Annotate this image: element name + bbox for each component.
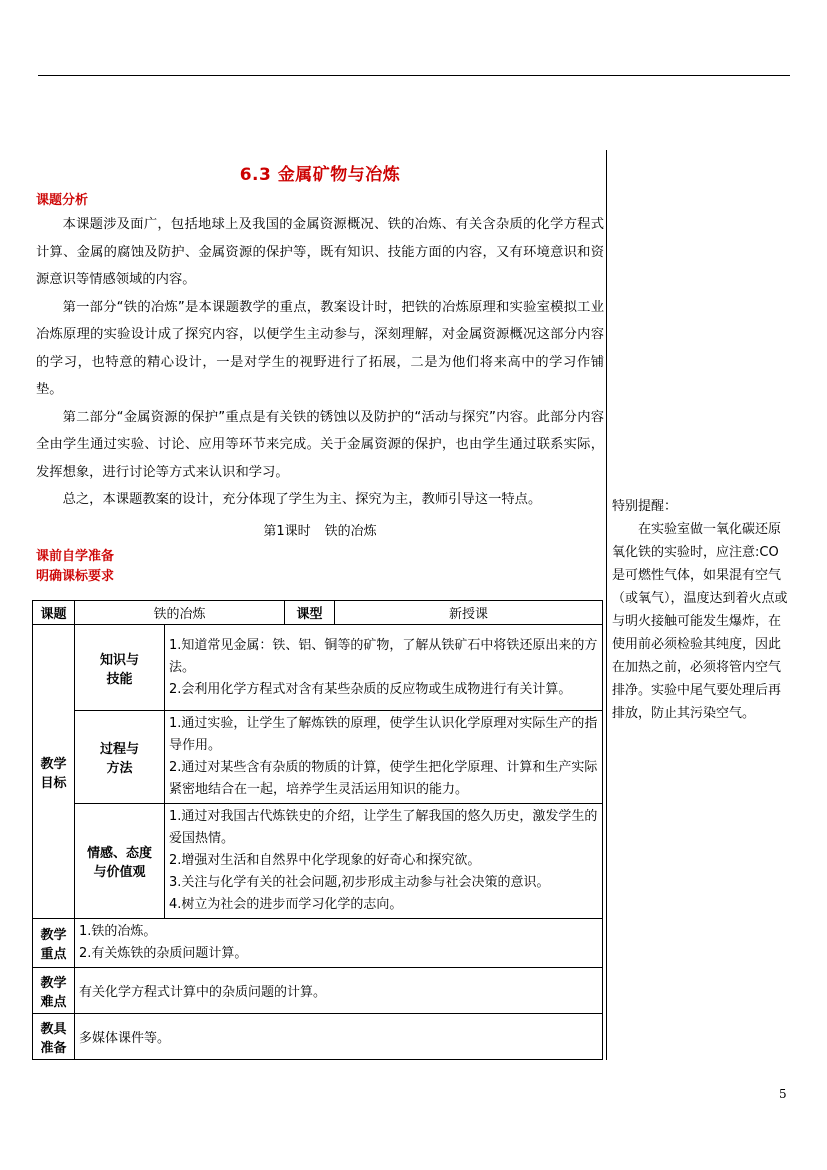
paragraph-2: 第一部分“铁的冶炼”是本课题教学的重点，教案设计时，把铁的冶炼原理和实验室模拟工业冶炼原理的实验设计成了探究内容，以便学生主动参与，深刻理解，对金属资源概况这部分内容的学习，也特意的精心设计，一是对学生的视野进行了拓展，二是为他们将来高中的学习作铺垫。 xyxy=(36,299,604,397)
difficulty-content: 有关化学方程式计算中的杂质问题的计算。 xyxy=(75,968,603,1014)
tools-label: 教具 准备 xyxy=(33,1014,75,1060)
sidebar-note xyxy=(612,495,790,725)
type-value: 新授课 xyxy=(335,601,603,625)
lesson-title xyxy=(36,517,604,547)
list-item: 4.树立为社会的进步而学习化学的志向。 xyxy=(169,897,403,912)
list-item: 1.知道常见金属：铁、铝、铜等的矿物，了解从铁矿石中将铁还原出来的方法。 xyxy=(169,637,598,675)
list-item: 2.有关炼铁的杂质问题计算。 xyxy=(79,946,248,961)
emotion-label: 情感、态度 与价值观 xyxy=(75,804,165,919)
list-item: 2.通过对某些含有杂质的物质的计算，使学生把化学原理、计算和生产实际紧密地结合在一起，培养学生灵活运用知识的能力。 xyxy=(169,760,598,797)
page-number: 5 xyxy=(779,1087,787,1101)
list-item: 3.关注与化学有关的社会问题,初步形成主动参与社会决策的意识。 xyxy=(169,875,550,890)
lesson-plan-table xyxy=(32,600,603,1060)
type-label: 课型 xyxy=(285,601,335,625)
lesson-name: 铁的冶炼 xyxy=(324,523,377,539)
key-content xyxy=(75,919,603,968)
emotion-content xyxy=(165,804,603,919)
list-item: 2.会利用化学方程式对含有某些杂质的反应物或生成物进行有关计算。 xyxy=(169,681,572,697)
header-rule xyxy=(38,75,790,76)
topic-label: 课题 xyxy=(33,601,75,625)
sidebar-body: 在实验室做一氧化碳还原氧化铁的实验时，应注意:CO是可燃性气体，如果混有空气（或氧气），温度达到着火点或与明火接触可能发生爆炸，在使用前必须检验其纯度，因此在加热之前，必须将管内空气排净。实验中尾气要处理后再排放，防止其污染空气。 xyxy=(612,522,788,721)
process-content xyxy=(165,711,603,804)
paragraph-4: 总之，本课题教案的设计，充分体现了学生为主、探究为主，教师引导这一特点。 xyxy=(62,492,542,507)
goals-label: 教学 目标 xyxy=(33,625,75,919)
knowledge-label: 知识与 技能 xyxy=(75,625,165,711)
list-item: 1.通过对我国古代炼铁史的介绍，让学生了解我国的悠久历史，激发学生的爱国热情。 xyxy=(169,809,598,846)
page-title: 6.3 金属矿物与冶炼 xyxy=(239,165,401,185)
sidebar-heading: 特别提醒： xyxy=(612,499,678,514)
process-label: 过程与 方法 xyxy=(75,711,165,804)
list-item: 1.通过实验，让学生了解炼铁的原理，使学生认识化学原理对实际生产的指导作用。 xyxy=(169,716,598,753)
knowledge-content xyxy=(165,625,603,711)
paragraph-3: 第二部分“金属资源的保护”重点是有关铁的锈蚀以及防护的“活动与探究”内容。此部分内容全由学生通过实验、讨论、应用等环节来完成。关于金属资源的保护，也由学生通过联系实际，发挥想象，进行讨论等方式来认识和学习。 xyxy=(36,409,604,480)
main-column xyxy=(36,160,604,587)
lesson-number: 第1课时 xyxy=(263,523,311,539)
tools-content: 多媒体课件等。 xyxy=(75,1014,603,1060)
section-heading-analysis: 课题分析 xyxy=(36,193,89,208)
section-heading-prep: 课前自学准备 xyxy=(36,548,115,564)
list-item: 1.铁的冶炼。 xyxy=(79,924,157,939)
difficulty-label: 教学 难点 xyxy=(33,968,75,1014)
list-item: 2.增强对生活和自然界中化学现象的好奇心和探究欲。 xyxy=(169,853,481,868)
topic-value: 铁的冶炼 xyxy=(75,601,285,625)
paragraph-1: 本课题涉及面广，包括地球上及我国的金属资源概况、铁的冶炼、有关含杂质的化学方程式计算、金属的腐蚀及防护、金属资源的保护等，既有知识、技能方面的内容，又有环境意识和资源意识等情感领域的内容。 xyxy=(36,217,604,287)
column-divider xyxy=(606,150,607,1060)
section-heading-goals: 明确课标要求 xyxy=(36,568,115,584)
key-label: 教学 重点 xyxy=(33,919,75,968)
